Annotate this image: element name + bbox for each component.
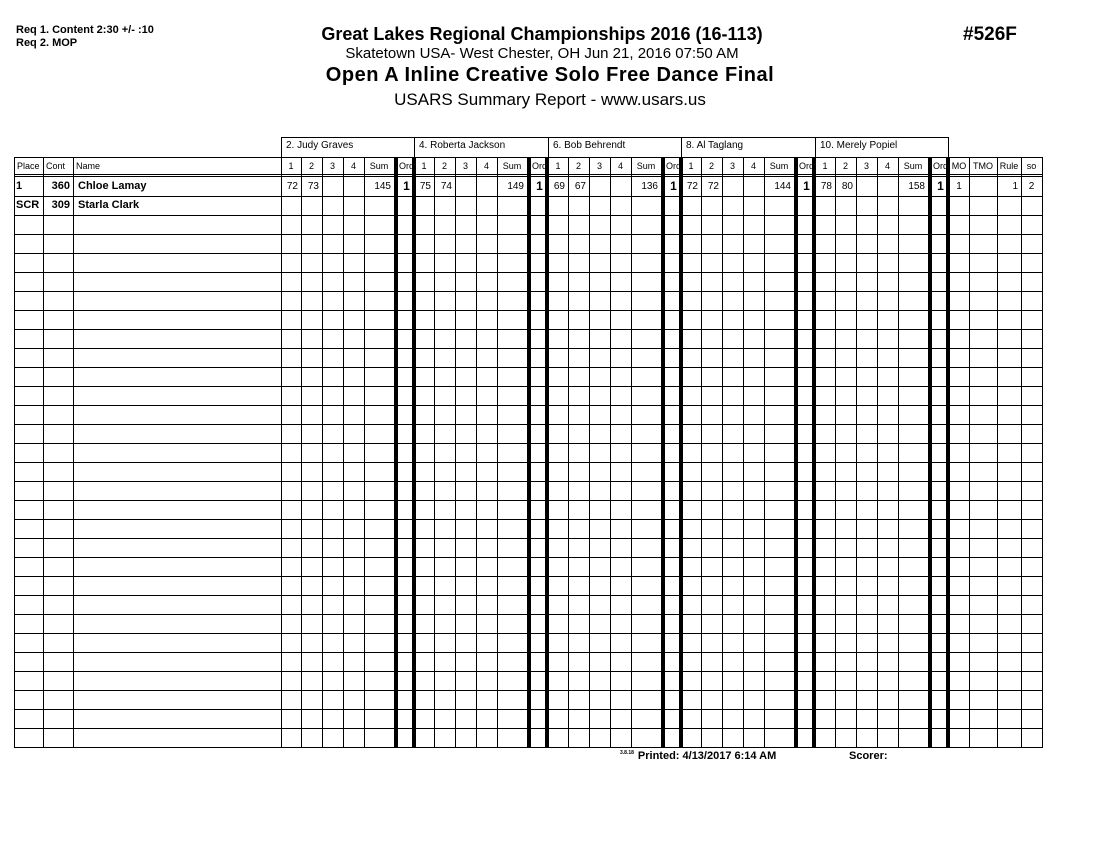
column-divider bbox=[701, 157, 702, 748]
judge-5-score-1 bbox=[815, 196, 835, 215]
column-divider bbox=[73, 157, 74, 748]
judge-4-score-3 bbox=[722, 196, 743, 215]
report-title: USARS Summary Report - www.usars.us bbox=[394, 90, 706, 109]
column-header-name: Name bbox=[76, 161, 101, 171]
judge-5-sum bbox=[898, 196, 928, 215]
judge-1-sum bbox=[364, 196, 394, 215]
judge-5-score-4 bbox=[877, 196, 898, 215]
judge-5-score-3 bbox=[856, 177, 877, 196]
judge-3-score-2 bbox=[568, 196, 589, 215]
judge-2-score-1 bbox=[414, 196, 434, 215]
judge-3-ordinal: 1 bbox=[670, 179, 677, 193]
column-divider bbox=[364, 157, 365, 748]
judge-1-subheader-3: 3 bbox=[329, 161, 335, 171]
judge-4-score-1: 72 bbox=[686, 181, 698, 192]
judge-thick-divider bbox=[679, 157, 683, 748]
judge-4-score-3 bbox=[722, 177, 743, 196]
contestant-number-cell: 309 bbox=[51, 199, 70, 211]
column-divider bbox=[281, 157, 282, 748]
column-divider bbox=[1042, 157, 1043, 748]
venue-line: Skatetown USA- West Chester, OH Jun 21, 2016 07:50 AM bbox=[345, 45, 739, 62]
judge-2-subheader-2: 2 bbox=[441, 161, 447, 171]
judge-2-sum: 149 bbox=[507, 181, 524, 192]
column-header-rule: Rule bbox=[999, 161, 1019, 171]
ord-thick-divider bbox=[661, 157, 665, 748]
judge-5-sum: 158 bbox=[908, 181, 925, 192]
judge-5-ordinal: 1 bbox=[937, 179, 944, 193]
column-divider bbox=[743, 157, 744, 748]
judge-5-subheader-4: 4 bbox=[884, 161, 890, 171]
so-cell: 2 bbox=[1028, 181, 1035, 192]
column-header-so: so bbox=[1026, 161, 1037, 171]
column-divider bbox=[322, 157, 323, 748]
column-divider bbox=[476, 157, 477, 748]
judge-2-ordinal: 1 bbox=[536, 179, 543, 193]
column-divider bbox=[722, 157, 723, 748]
judge-2-subheader-sum: Sum bbox=[502, 161, 522, 171]
judge-5-score-2: 80 bbox=[841, 181, 853, 192]
judge-4-subheader-4: 4 bbox=[750, 161, 756, 171]
column-divider bbox=[568, 157, 569, 748]
judge-5-subheader-sum: Sum bbox=[903, 161, 923, 171]
judge-4-ordinal bbox=[798, 196, 815, 215]
judge-3-subheader-4: 4 bbox=[617, 161, 623, 171]
column-divider bbox=[434, 157, 435, 748]
judge-5-subheader-3: 3 bbox=[863, 161, 869, 171]
judge-4-score-4 bbox=[743, 177, 764, 196]
judge-1-subheader-2: 2 bbox=[308, 161, 314, 171]
column-divider bbox=[301, 157, 302, 748]
judge-1-sum: 145 bbox=[374, 181, 391, 192]
judge-3-subheader-sum: Sum bbox=[636, 161, 656, 171]
requirement-1: Req 1. Content 2:30 +/- :10 bbox=[16, 24, 154, 36]
judge-5-subheader-ord: Ord bbox=[932, 161, 948, 171]
ord-thick-divider bbox=[394, 157, 398, 748]
place-cell: 1 bbox=[16, 180, 23, 192]
judge-1-score-4 bbox=[343, 196, 364, 215]
column-divider bbox=[455, 157, 456, 748]
column-divider bbox=[589, 157, 590, 748]
judge-3-score-4 bbox=[610, 196, 631, 215]
judge-5-score-3 bbox=[856, 196, 877, 215]
judge-3-score-1: 69 bbox=[553, 181, 565, 192]
judge-1-score-1: 72 bbox=[286, 181, 298, 192]
judge-4-sum: 144 bbox=[774, 181, 791, 192]
judge-3-subheader-1: 1 bbox=[555, 161, 561, 171]
judge-2-score-2 bbox=[434, 196, 455, 215]
column-divider bbox=[835, 157, 836, 748]
column-divider bbox=[764, 157, 765, 748]
ord-thick-divider bbox=[794, 157, 798, 748]
column-divider bbox=[949, 157, 950, 748]
judge-1-score-4 bbox=[343, 177, 364, 196]
column-divider bbox=[856, 157, 857, 748]
judge-4-sum bbox=[764, 196, 794, 215]
column-divider bbox=[631, 157, 632, 748]
column-header-cont: Cont bbox=[46, 161, 66, 171]
judge-1-subheader-ord: Ord bbox=[398, 161, 414, 171]
column-divider bbox=[997, 157, 998, 748]
contestant-number-cell: 360 bbox=[51, 180, 70, 192]
event-number: #526F bbox=[963, 24, 1017, 45]
judge-1-score-2 bbox=[301, 196, 322, 215]
judge-3-subheader-ord: Ord bbox=[665, 161, 681, 171]
judge-3-score-3 bbox=[589, 177, 610, 196]
judge-3-sum bbox=[631, 196, 661, 215]
judge-2-subheader-ord: Ord bbox=[531, 161, 547, 171]
column-divider bbox=[343, 157, 344, 748]
judge-1-score-2: 73 bbox=[307, 181, 319, 192]
judge-5-score-2 bbox=[835, 196, 856, 215]
judge-4-score-2 bbox=[701, 196, 722, 215]
judge-1-score-3 bbox=[322, 196, 343, 215]
place-cell: SCR bbox=[16, 199, 40, 211]
skater-name-cell: Starla Clark bbox=[78, 199, 140, 211]
judge-5-score-1: 78 bbox=[820, 181, 832, 192]
judge-1-subheader-4: 4 bbox=[350, 161, 356, 171]
judge-1-subheader-sum: Sum bbox=[369, 161, 389, 171]
column-divider bbox=[610, 157, 611, 748]
rule-cell bbox=[997, 196, 1021, 215]
column-divider bbox=[877, 157, 878, 748]
so-cell bbox=[1021, 196, 1042, 215]
scorer-label: Scorer: bbox=[849, 750, 888, 762]
version-number: 3.8.18 bbox=[620, 750, 634, 756]
column-divider bbox=[14, 157, 15, 748]
judge-name-3: 6. Bob Behrendt bbox=[553, 140, 626, 151]
judge-3-score-4 bbox=[610, 177, 631, 196]
judge-2-sum bbox=[497, 196, 527, 215]
judge-2-score-3 bbox=[455, 196, 476, 215]
judge-4-subheader-sum: Sum bbox=[769, 161, 789, 171]
judge-3-subheader-3: 3 bbox=[596, 161, 602, 171]
skater-name-cell: Chloe Lamay bbox=[78, 180, 147, 192]
judge-2-score-2: 74 bbox=[440, 181, 452, 192]
tmo-cell bbox=[969, 196, 997, 215]
printed-timestamp: Printed: 4/13/2017 6:14 AM bbox=[637, 750, 777, 762]
judge-4-subheader-1: 1 bbox=[688, 161, 694, 171]
column-divider bbox=[969, 157, 970, 748]
judge-2-subheader-3: 3 bbox=[462, 161, 468, 171]
mo-cell: 1 bbox=[956, 181, 962, 192]
judge-4-score-4 bbox=[743, 196, 764, 215]
judge-3-score-3 bbox=[589, 196, 610, 215]
column-header-mo: MO bbox=[951, 161, 967, 171]
judge-name-4: 8. Al Taglang bbox=[686, 140, 744, 151]
judge-1-ordinal bbox=[398, 196, 415, 215]
judge-3-ordinal bbox=[665, 196, 682, 215]
judge-2-subheader-1: 1 bbox=[421, 161, 427, 171]
ord-thick-divider bbox=[527, 157, 531, 748]
judge-5-score-4 bbox=[877, 177, 898, 196]
judge-4-subheader-2: 2 bbox=[708, 161, 714, 171]
judge-3-score-2: 67 bbox=[574, 181, 586, 192]
judge-name-5: 10. Merely Popiel bbox=[820, 140, 898, 151]
judge-2-score-3 bbox=[455, 177, 476, 196]
judge-5-ordinal bbox=[932, 196, 949, 215]
column-divider bbox=[1021, 157, 1022, 748]
event-title: Great Lakes Regional Championships 2016 (16-113) bbox=[321, 24, 763, 44]
judge-1-ordinal: 1 bbox=[403, 179, 410, 193]
judge-3-sum: 136 bbox=[641, 181, 658, 192]
judge-1-score-1 bbox=[281, 196, 301, 215]
judge-5-subheader-1: 1 bbox=[822, 161, 828, 171]
judge-3-score-1 bbox=[548, 196, 568, 215]
mo-cell bbox=[949, 196, 969, 215]
judge-4-subheader-ord: Ord bbox=[798, 161, 814, 171]
judge-3-subheader-2: 2 bbox=[575, 161, 581, 171]
judge-name-1: 2. Judy Graves bbox=[286, 140, 354, 151]
judge-2-subheader-4: 4 bbox=[483, 161, 489, 171]
judge-name-2: 4. Roberta Jackson bbox=[419, 140, 506, 151]
judge-thick-divider bbox=[812, 157, 816, 748]
judge-2-score-1: 75 bbox=[419, 181, 431, 192]
judge-thick-divider bbox=[412, 157, 416, 748]
tmo-cell bbox=[969, 177, 997, 196]
event-name: Open A Inline Creative Solo Free Dance Final bbox=[325, 64, 775, 86]
column-divider bbox=[43, 157, 44, 748]
judge-1-subheader-1: 1 bbox=[288, 161, 294, 171]
printed-info bbox=[620, 750, 776, 762]
judge-thick-divider bbox=[545, 157, 549, 748]
judge-2-score-4 bbox=[476, 177, 497, 196]
judge-2-ordinal bbox=[531, 196, 548, 215]
judge-4-score-1 bbox=[681, 196, 701, 215]
requirement-2: Req 2. MOP bbox=[16, 37, 78, 49]
judge-5-subheader-2: 2 bbox=[842, 161, 848, 171]
judge-1-score-3 bbox=[322, 177, 343, 196]
judge-4-score-2: 72 bbox=[707, 181, 719, 192]
judge-4-subheader-3: 3 bbox=[729, 161, 735, 171]
judge-2-score-4 bbox=[476, 196, 497, 215]
column-header-tmo: TMO bbox=[973, 161, 993, 171]
judge-header-divider bbox=[948, 137, 949, 157]
column-header-place: Place bbox=[17, 161, 40, 171]
ord-thick-divider bbox=[928, 157, 932, 748]
rule-cell: 1 bbox=[1012, 181, 1018, 192]
column-divider bbox=[898, 157, 899, 748]
judge-4-ordinal: 1 bbox=[803, 179, 810, 193]
column-divider bbox=[497, 157, 498, 748]
